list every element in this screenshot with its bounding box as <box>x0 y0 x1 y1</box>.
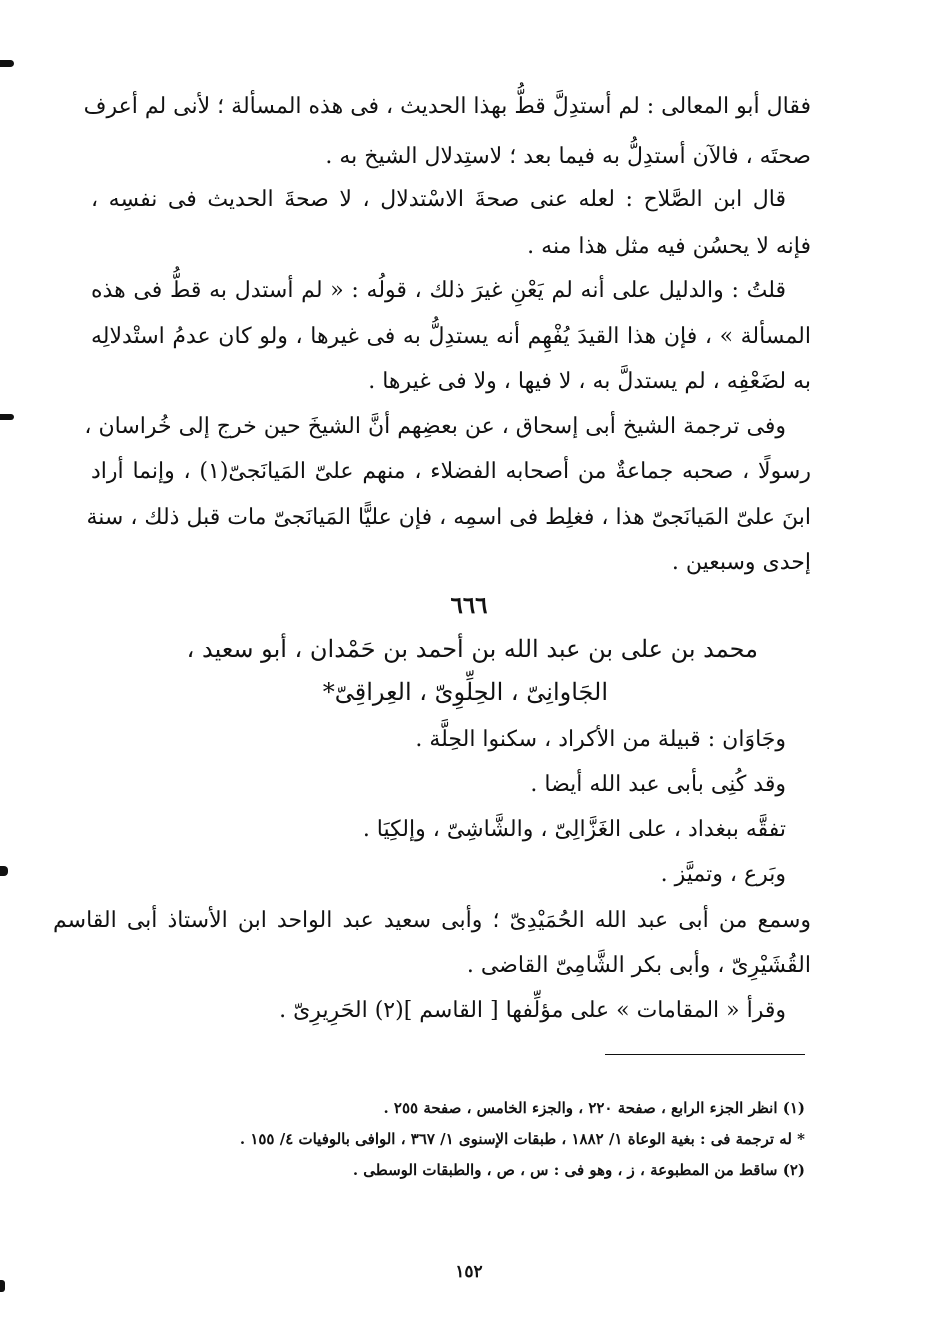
text-line: القُشَيْرِىّ ، وأبى بكر الشَّامِىّ القاضى . <box>466 953 811 978</box>
text-line: به لضَعْفِه ، لم يستدلَّ به ، لا فيها ، ولا فى غيرها . <box>368 369 811 394</box>
text-line: تفقَّه ببغداد ، على الغَزَّالِىّ ، والشَّاشِىّ ، وإلكِيَا . <box>362 817 786 842</box>
text-line: فإنه لا يحسُن فيه مثل هذا منه . <box>527 234 811 259</box>
footnote: (٢) ساقط من المطبوعة ، ز ، وهو فى : س ، ص ، والطبقات الوسطى . <box>352 1161 805 1179</box>
text-line: وقد كُنِى بأبى عبد الله أيضا . <box>530 772 786 797</box>
scan-mark <box>0 60 14 67</box>
text-line: ابنَ علىّ المَيانَجىّ هذا ، فغلِط فى اسمِه ، فإن عليًّا المَيانَجىّ مات قبل ذلك ، سنة <box>86 505 811 530</box>
text-line: إحدى وسبعين . <box>671 550 811 575</box>
entry-title-line: الجَاوانِىّ ، الحِلِّوِىّ ، العِراقِىّ* <box>322 678 608 706</box>
text-line: وقرأ « المقامات » على مؤلِّفها [ القاسم ](٢) الحَرِيرِىّ . <box>279 998 786 1023</box>
scan-mark <box>0 866 8 876</box>
text-line: وبَرع ، وتميَّز . <box>660 862 786 887</box>
text-line: فقال أبو المعالى : لم أستدِلَّ قطُّ بهذا الحديث ، فى هذه المسألة ؛ لأنى لم أعرف <box>83 94 811 119</box>
entry-number: ٦٦٦ <box>450 592 488 619</box>
footnote: (١) انظر الجزء الرابع ، صفحة ٢٢٠ ، والجزء الخامس ، صفحة ٢٥٥ . <box>383 1099 805 1117</box>
text-line: وفى ترجمة الشيخ أبى إسحاق ، عن بعضِهم أنَّ الشيخَ حين خرج إلى خُراسان ، <box>84 414 786 439</box>
scan-mark <box>0 414 14 420</box>
text-line: قلتُ : والدليل على أنه لم يَعْنِ غيرَ ذلك ، قولُه : « لم أستدل به قطُّ فى هذه <box>91 278 786 303</box>
entry-title-line: محمد بن على بن عبد الله بن أحمد بن حَمْدان ، أبو سعيد ، <box>186 635 758 663</box>
text-line: قال ابن الصَّلاح : لعله عنى صحةَ الاسْتدلال ، لا صحةَ الحديث فى نفسِه ، <box>91 187 786 212</box>
footnote-separator <box>605 1054 805 1055</box>
page-number: ١٥٢ <box>455 1262 483 1282</box>
text-line: وسمع من أبى عبد الله الحُمَيْدِىّ ؛ وأبى سعيد عبد الواحد ابن الأستاذ أبى القاسم <box>53 908 811 933</box>
scan-mark <box>0 1280 5 1292</box>
text-line: المسألة » ، فإن هذا القيدَ يُفْهِم أنه يستدِلُّ به فى غيرها ، ولو كان عدمُ استْدلالِه <box>91 324 811 349</box>
text-line: صحتَه ، فالآن أستدِلُّ به فيما بعد ؛ لاستِدلال الشيخ به . <box>325 144 811 169</box>
text-line: رسولًا ، صحبه جماعةٌ من أصحابه الفضلاء ، منهم علىّ المَيانَجىّ(١) ، وإنما أراد <box>91 459 811 484</box>
text-line: وجَاوَان : قبيلة من الأكراد ، سكنوا الحِلَّة . <box>415 727 786 752</box>
footnote: * له ترجمة فى : بغية الوعاة ١/ ١٨٨٢ ، طبقات الإسنوى ١/ ٣٦٧ ، الوافى بالوفيات ٤/ ١٥٥ . <box>239 1130 805 1148</box>
